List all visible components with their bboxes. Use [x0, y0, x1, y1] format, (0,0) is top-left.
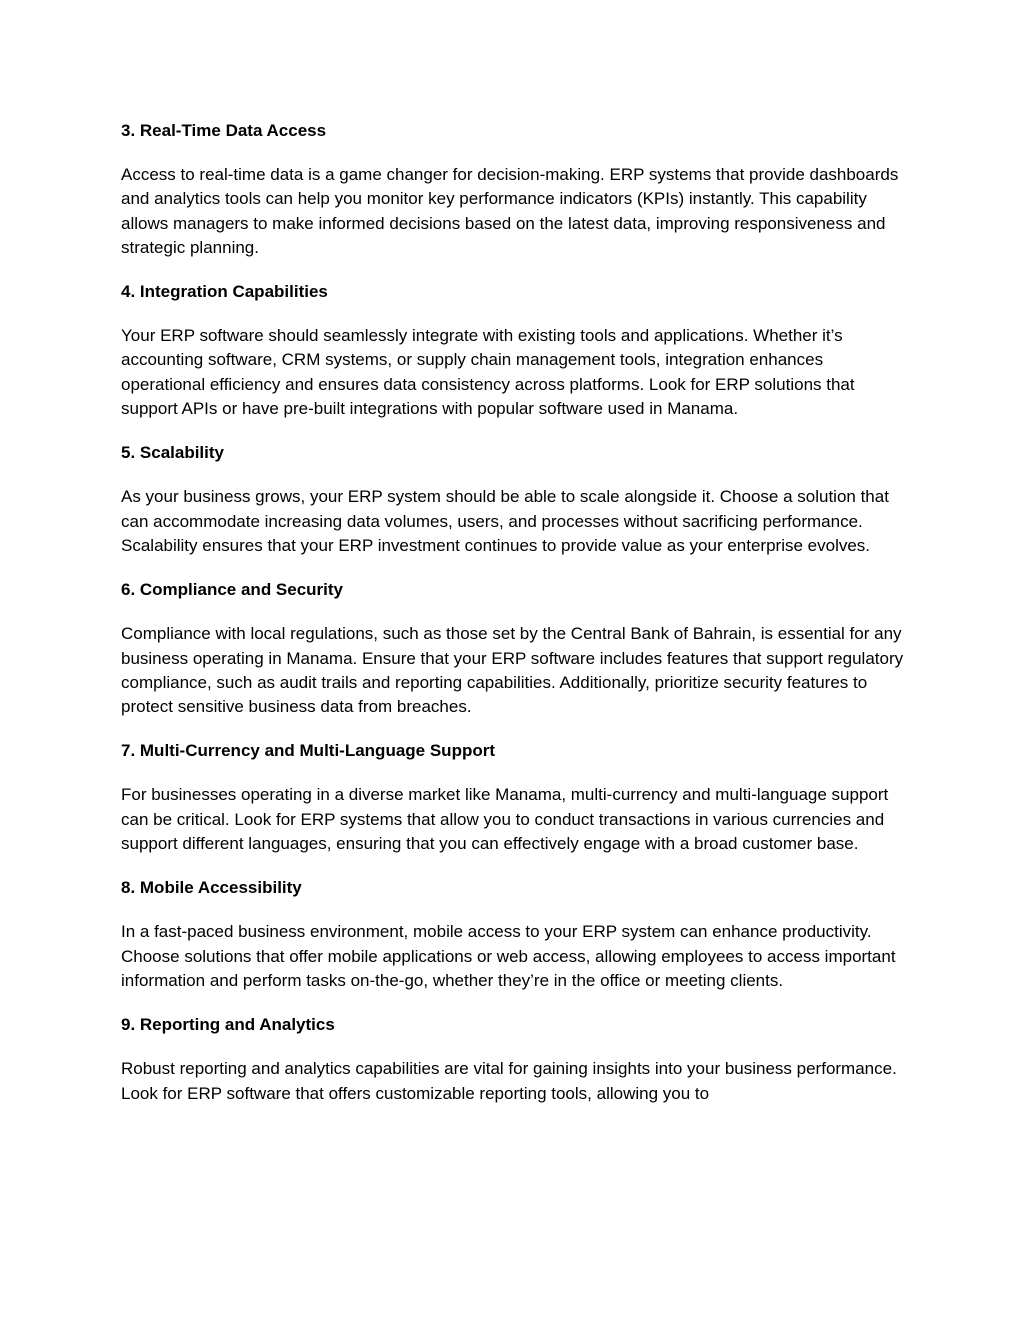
section-heading-integration-capabilities: 4. Integration Capabilities: [121, 282, 328, 302]
section-heading-mobile-accessibility: 8. Mobile Accessibility: [121, 878, 302, 898]
section-body-multi-currency-language: For businesses operating in a diverse market like Manama, multi-currency and multi-language support can be critical. Look for ERP systems that allow you to conduct transactions in various currencies and support different languages, ensuring that you can effectively engage with a broad customer base.: [121, 785, 889, 854]
section-body-integration-capabilities: Your ERP software should seamlessly integrate with existing tools and applications. Whether it’s accounting software, CRM systems, or supply chain management tools, integration enhances operational efficiency and ensures data consistency across platforms. Look for ERP solutions that support APIs or have pre-built integrations with popular software used in Manama.: [121, 326, 855, 419]
section-body-mobile-accessibility: In a fast-paced business environment, mobile access to your ERP system can enhance productivity. Choose solutions that offer mobile applications or web access, allowing employees to access important information and perform tasks on-the-go, whether they’re in the office or meeting clients.: [121, 922, 896, 990]
section-body-scalability: As your business grows, your ERP system should be able to scale alongside it. Choose a solution that can accommodate increasing data volumes, users, and processes without sacrificing performance. Scalability ensures that your ERP investment continues to provide value as your enterprise evolves.: [121, 487, 889, 555]
section-body-compliance-security: Compliance with local regulations, such as those set by the Central Bank of Bahrain, is essential for any business operating in Manama. Ensure that your ERP software includes features that support regulatory compliance, such as audit trails and reporting capabilities. Additionally, prioritize security features to protect sensitive business data from breaches.: [121, 624, 904, 717]
section-body-reporting-analytics: Robust reporting and analytics capabilities are vital for gaining insights into your business performance. Look for ERP software that offers customizable reporting tools, allowing you to: [121, 1059, 897, 1103]
section-heading-reporting-analytics: 9. Reporting and Analytics: [121, 1015, 335, 1035]
section-heading-compliance-security: 6. Compliance and Security: [121, 580, 344, 600]
section-heading-real-time-data-access: 3. Real-Time Data Access: [121, 121, 327, 140]
section-heading-scalability: 5. Scalability: [121, 443, 224, 463]
section-heading-multi-currency-language: 7. Multi-Currency and Multi-Language Support: [121, 741, 495, 761]
section-body-real-time-data-access: Access to real-time data is a game changer for decision-making. ERP systems that provide dashboards and analytics tools can help you monitor key performance indicators (KPIs) instantly. This capability allows managers to make informed decisions based on the latest data, improving responsiveness and strategic planning.: [121, 165, 899, 257]
document-content: [121, 119, 911, 1106]
